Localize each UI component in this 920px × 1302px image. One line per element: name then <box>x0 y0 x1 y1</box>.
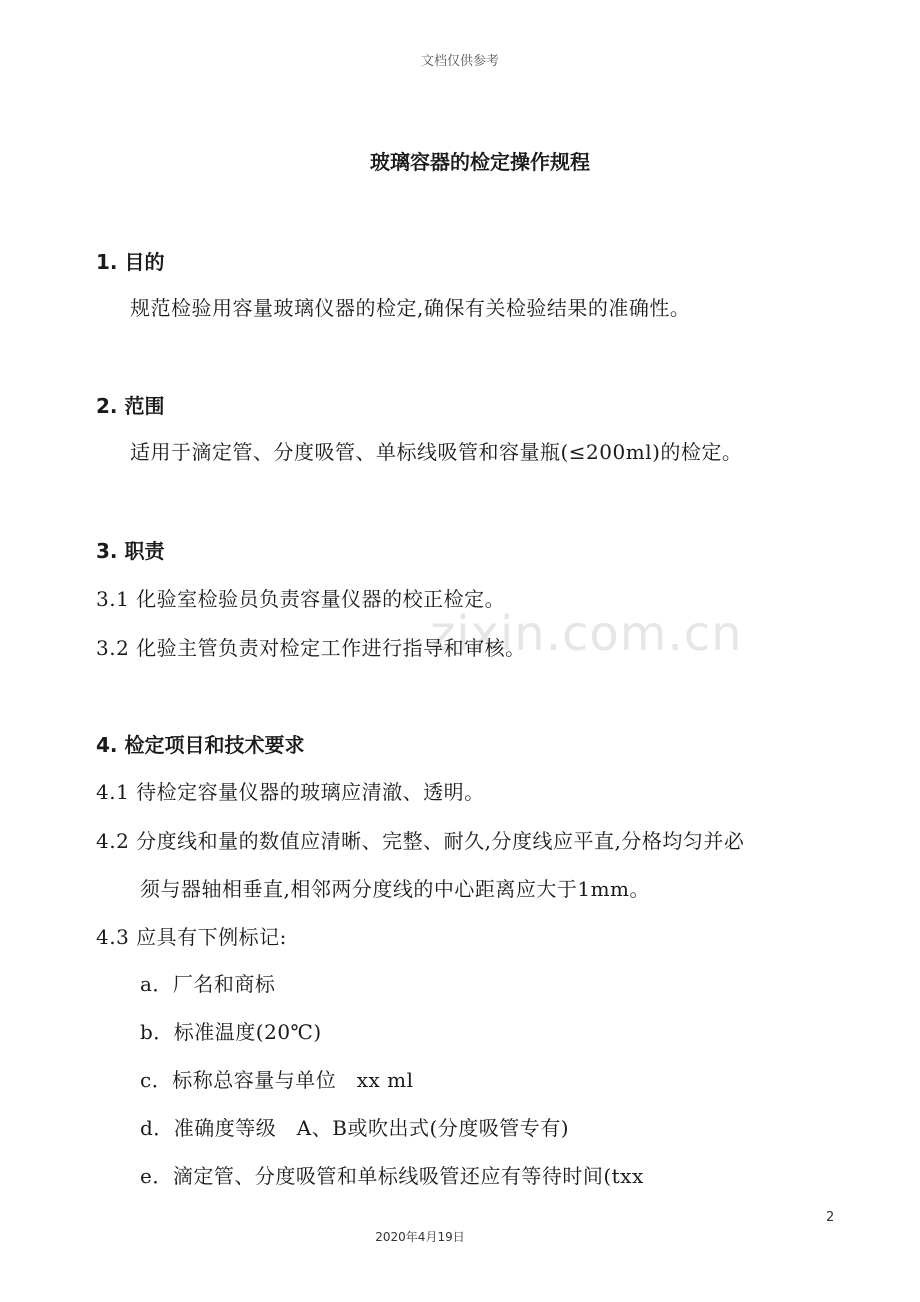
sub-list-item: e．滴定管、分度吸管和单标线吸管还应有等待时间(txx <box>140 1164 644 1188</box>
section-heading-purpose: 1. 目的 <box>96 250 165 274</box>
section-paragraph-scope: 适用于滴定管、分度吸管、单标线吸管和容量瓶(≤200ml)的检定。 <box>130 440 743 464</box>
list-item: 4.2 分度线和量的数值应清晰、完整、耐久,分度线应平直,分格均匀并必 <box>96 829 745 853</box>
section-paragraph-purpose: 规范检验用容量玻璃仪器的检定,确保有关检验结果的准确性。 <box>130 296 691 320</box>
section-heading-scope: 2. 范围 <box>96 394 165 418</box>
header-note: 文档仅供参考 <box>420 54 499 69</box>
page-number: 2 <box>826 1210 835 1225</box>
list-item: 3.2 化验主管负责对检定工作进行指导和审核。 <box>96 636 526 660</box>
section-heading-responsibilities: 3. 职责 <box>96 539 165 563</box>
list-item: 4.1 待检定容量仪器的玻璃应清澈、透明。 <box>96 780 485 804</box>
sub-list-item: b．标准温度(20℃) <box>140 1020 322 1044</box>
list-item: 4.3 应具有下例标记: <box>96 925 287 949</box>
footer-date: 2020年4月19日 <box>375 1230 465 1244</box>
sub-list-item: c．标称总容量与单位 xx ml <box>140 1068 414 1092</box>
document-title: 玻璃容器的检定操作规程 <box>370 150 590 174</box>
list-item: 3.1 化验室检验员负责容量仪器的校正检定。 <box>96 587 506 611</box>
section-heading-inspection-items: 4. 检定项目和技术要求 <box>96 733 305 757</box>
sub-list-item: a．厂名和商标 <box>140 972 276 996</box>
list-item-continuation: 须与器轴相垂直,相邻两分度线的中心距离应大于1mm。 <box>140 877 651 901</box>
sub-list-item: d．准确度等级 A、B或吹出式(分度吸管专有) <box>140 1116 570 1140</box>
watermark: zixin.com.cn <box>430 606 743 662</box>
